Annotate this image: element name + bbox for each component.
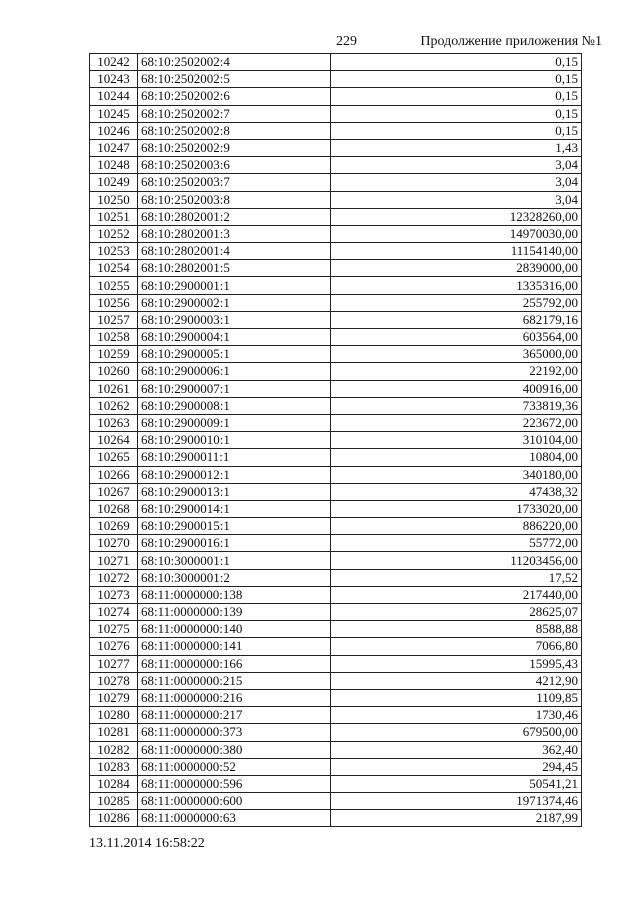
cadastral-number: 68:10:2900006:1	[138, 363, 331, 380]
table-row	[90, 552, 582, 569]
footer-timestamp: 13.11.2014 16:58:22	[89, 836, 205, 851]
cadastral-number: 68:11:0000000:217	[138, 707, 331, 724]
row-number: 10242	[90, 54, 138, 71]
cadastral-number: 68:10:2802001:5	[138, 260, 331, 277]
continuation-label: Продолжение приложения №1	[420, 34, 602, 49]
cadastral-number: 68:10:2802001:4	[138, 243, 331, 260]
table-row	[90, 758, 582, 775]
row-number: 10257	[90, 311, 138, 328]
cadastral-value: 17,52	[331, 569, 582, 586]
row-number: 10278	[90, 672, 138, 689]
row-number: 10258	[90, 329, 138, 346]
table-row	[90, 329, 582, 346]
cadastral-value: 0,15	[331, 105, 582, 122]
row-number: 10259	[90, 346, 138, 363]
table-row	[90, 157, 582, 174]
cadastral-number: 68:10:2900001:1	[138, 277, 331, 294]
table-row	[90, 604, 582, 621]
table-row	[90, 775, 582, 792]
row-number: 10247	[90, 139, 138, 156]
table-row	[90, 174, 582, 191]
cadastral-value: 362,40	[331, 741, 582, 758]
row-number: 10243	[90, 71, 138, 88]
row-number: 10275	[90, 621, 138, 638]
row-number: 10272	[90, 569, 138, 586]
cadastral-number: 68:10:2900004:1	[138, 329, 331, 346]
row-number: 10274	[90, 604, 138, 621]
cadastral-value: 2839000,00	[331, 260, 582, 277]
table-row	[90, 483, 582, 500]
row-number: 10248	[90, 157, 138, 174]
row-number: 10266	[90, 466, 138, 483]
row-number: 10261	[90, 380, 138, 397]
row-number: 10284	[90, 775, 138, 792]
cadastral-value: 12328260,00	[331, 208, 582, 225]
cadastral-value: 3,04	[331, 157, 582, 174]
cadastral-value: 3,04	[331, 174, 582, 191]
row-number: 10276	[90, 638, 138, 655]
row-number: 10279	[90, 689, 138, 706]
cadastral-value: 1733020,00	[331, 500, 582, 517]
row-number: 10283	[90, 758, 138, 775]
table-row	[90, 122, 582, 139]
cadastral-number: 68:10:2802001:2	[138, 208, 331, 225]
table-row	[90, 707, 582, 724]
table-row	[90, 105, 582, 122]
cadastral-value: 1,43	[331, 139, 582, 156]
cadastral-number: 68:10:3000001:2	[138, 569, 331, 586]
table-row	[90, 414, 582, 431]
row-number: 10267	[90, 483, 138, 500]
cadastral-number: 68:10:3000001:1	[138, 552, 331, 569]
row-number: 10256	[90, 294, 138, 311]
row-number: 10269	[90, 518, 138, 535]
cadastral-number: 68:11:0000000:139	[138, 604, 331, 621]
table-row	[90, 466, 582, 483]
table-body	[90, 54, 582, 827]
table-row	[90, 139, 582, 156]
row-number: 10280	[90, 707, 138, 724]
cadastral-value: 217440,00	[331, 586, 582, 603]
table-row	[90, 741, 582, 758]
row-number: 10251	[90, 208, 138, 225]
cadastral-value: 0,15	[331, 88, 582, 105]
cadastral-value: 1109,85	[331, 689, 582, 706]
table-row	[90, 810, 582, 827]
cadastral-value: 15995,43	[331, 655, 582, 672]
cadastral-value: 603564,00	[331, 329, 582, 346]
cadastral-number: 68:11:0000000:380	[138, 741, 331, 758]
table-row	[90, 191, 582, 208]
cadastral-number: 68:10:2900010:1	[138, 432, 331, 449]
cadastral-number: 68:10:2900005:1	[138, 346, 331, 363]
cadastral-value: 886220,00	[331, 518, 582, 535]
table-row	[90, 397, 582, 414]
cadastral-value: 223672,00	[331, 414, 582, 431]
cadastral-number: 68:11:0000000:63	[138, 810, 331, 827]
row-number: 10281	[90, 724, 138, 741]
table-row	[90, 208, 582, 225]
table-row	[90, 621, 582, 638]
cadastral-number: 68:10:2502003:8	[138, 191, 331, 208]
cadastral-value: 11203456,00	[331, 552, 582, 569]
row-number: 10282	[90, 741, 138, 758]
cadastral-number: 68:11:0000000:141	[138, 638, 331, 655]
table-row	[90, 638, 582, 655]
row-number: 10252	[90, 225, 138, 242]
row-number: 10245	[90, 105, 138, 122]
cadastral-value: 0,15	[331, 122, 582, 139]
table-row	[90, 311, 582, 328]
cadastral-number: 68:10:2502003:6	[138, 157, 331, 174]
cadastral-value: 14970030,00	[331, 225, 582, 242]
cadastral-number: 68:10:2802001:3	[138, 225, 331, 242]
cadastral-value: 55772,00	[331, 535, 582, 552]
row-number: 10249	[90, 174, 138, 191]
cadastral-number: 68:10:2900014:1	[138, 500, 331, 517]
cadastral-value: 0,15	[331, 71, 582, 88]
cadastral-value: 682179,16	[331, 311, 582, 328]
table-row	[90, 689, 582, 706]
cadastral-number: 68:11:0000000:138	[138, 586, 331, 603]
table-row	[90, 586, 582, 603]
cadastral-value: 3,04	[331, 191, 582, 208]
cadastral-number: 68:10:2502002:5	[138, 71, 331, 88]
cadastral-value: 255792,00	[331, 294, 582, 311]
cadastral-value: 50541,21	[331, 775, 582, 792]
cadastral-value: 310104,00	[331, 432, 582, 449]
table-row	[90, 793, 582, 810]
row-number: 10270	[90, 535, 138, 552]
cadastral-number: 68:11:0000000:596	[138, 775, 331, 792]
cadastral-number: 68:10:2502002:9	[138, 139, 331, 156]
table-row	[90, 363, 582, 380]
cadastral-number: 68:11:0000000:140	[138, 621, 331, 638]
cadastral-number: 68:11:0000000:600	[138, 793, 331, 810]
cadastral-number: 68:10:2502002:4	[138, 54, 331, 71]
cadastral-value: 7066,80	[331, 638, 582, 655]
table-row	[90, 518, 582, 535]
table-row	[90, 535, 582, 552]
cadastral-value: 400916,00	[331, 380, 582, 397]
cadastral-number: 68:10:2900009:1	[138, 414, 331, 431]
cadastral-value: 10804,00	[331, 449, 582, 466]
cadastral-number: 68:10:2502002:6	[138, 88, 331, 105]
row-number: 10273	[90, 586, 138, 603]
cadastral-value: 4212,90	[331, 672, 582, 689]
table-row	[90, 54, 582, 71]
table-row	[90, 380, 582, 397]
row-number: 10286	[90, 810, 138, 827]
table-row	[90, 569, 582, 586]
cadastral-number: 68:10:2900007:1	[138, 380, 331, 397]
cadastral-value: 679500,00	[331, 724, 582, 741]
cadastral-number: 68:11:0000000:215	[138, 672, 331, 689]
cadastral-value: 294,45	[331, 758, 582, 775]
row-number: 10260	[90, 363, 138, 380]
cadastral-number: 68:10:2502002:8	[138, 122, 331, 139]
row-number: 10263	[90, 414, 138, 431]
cadastral-value: 11154140,00	[331, 243, 582, 260]
row-number: 10255	[90, 277, 138, 294]
cadastral-value: 0,15	[331, 54, 582, 71]
table-row	[90, 294, 582, 311]
table-row	[90, 225, 582, 242]
cadastral-number: 68:10:2900012:1	[138, 466, 331, 483]
table-row	[90, 71, 582, 88]
page-number: 229	[336, 34, 357, 49]
cadastral-number: 68:10:2900013:1	[138, 483, 331, 500]
cadastral-value: 1335316,00	[331, 277, 582, 294]
table-row	[90, 724, 582, 741]
cadastral-number: 68:11:0000000:373	[138, 724, 331, 741]
table-row	[90, 449, 582, 466]
cadastral-number: 68:10:2900002:1	[138, 294, 331, 311]
cadastral-value: 733819,36	[331, 397, 582, 414]
row-number: 10250	[90, 191, 138, 208]
table-row	[90, 672, 582, 689]
cadastral-number: 68:11:0000000:166	[138, 655, 331, 672]
cadastral-number: 68:10:2900016:1	[138, 535, 331, 552]
cadastral-value: 1730,46	[331, 707, 582, 724]
cadastral-value: 8588,88	[331, 621, 582, 638]
row-number: 10253	[90, 243, 138, 260]
cadastral-value: 340180,00	[331, 466, 582, 483]
row-number: 10246	[90, 122, 138, 139]
cadastral-number: 68:10:2900003:1	[138, 311, 331, 328]
cadastral-number: 68:10:2502003:7	[138, 174, 331, 191]
table-row	[90, 346, 582, 363]
table-row	[90, 500, 582, 517]
cadastral-value: 47438,32	[331, 483, 582, 500]
cadastral-value: 22192,00	[331, 363, 582, 380]
row-number: 10268	[90, 500, 138, 517]
cadastral-value: 28625,07	[331, 604, 582, 621]
table-row	[90, 243, 582, 260]
row-number: 10285	[90, 793, 138, 810]
cadastral-value-table	[89, 53, 582, 827]
table-row	[90, 260, 582, 277]
cadastral-value: 1971374,46	[331, 793, 582, 810]
table-row	[90, 432, 582, 449]
row-number: 10265	[90, 449, 138, 466]
row-number: 10271	[90, 552, 138, 569]
cadastral-number: 68:10:2900008:1	[138, 397, 331, 414]
cadastral-number: 68:10:2502002:7	[138, 105, 331, 122]
cadastral-number: 68:10:2900011:1	[138, 449, 331, 466]
table-row	[90, 88, 582, 105]
table-row	[90, 277, 582, 294]
row-number: 10244	[90, 88, 138, 105]
row-number: 10262	[90, 397, 138, 414]
table-row	[90, 655, 582, 672]
cadastral-number: 68:11:0000000:52	[138, 758, 331, 775]
cadastral-value: 2187,99	[331, 810, 582, 827]
row-number: 10277	[90, 655, 138, 672]
cadastral-number: 68:10:2900015:1	[138, 518, 331, 535]
row-number: 10254	[90, 260, 138, 277]
cadastral-value: 365000,00	[331, 346, 582, 363]
row-number: 10264	[90, 432, 138, 449]
cadastral-number: 68:11:0000000:216	[138, 689, 331, 706]
